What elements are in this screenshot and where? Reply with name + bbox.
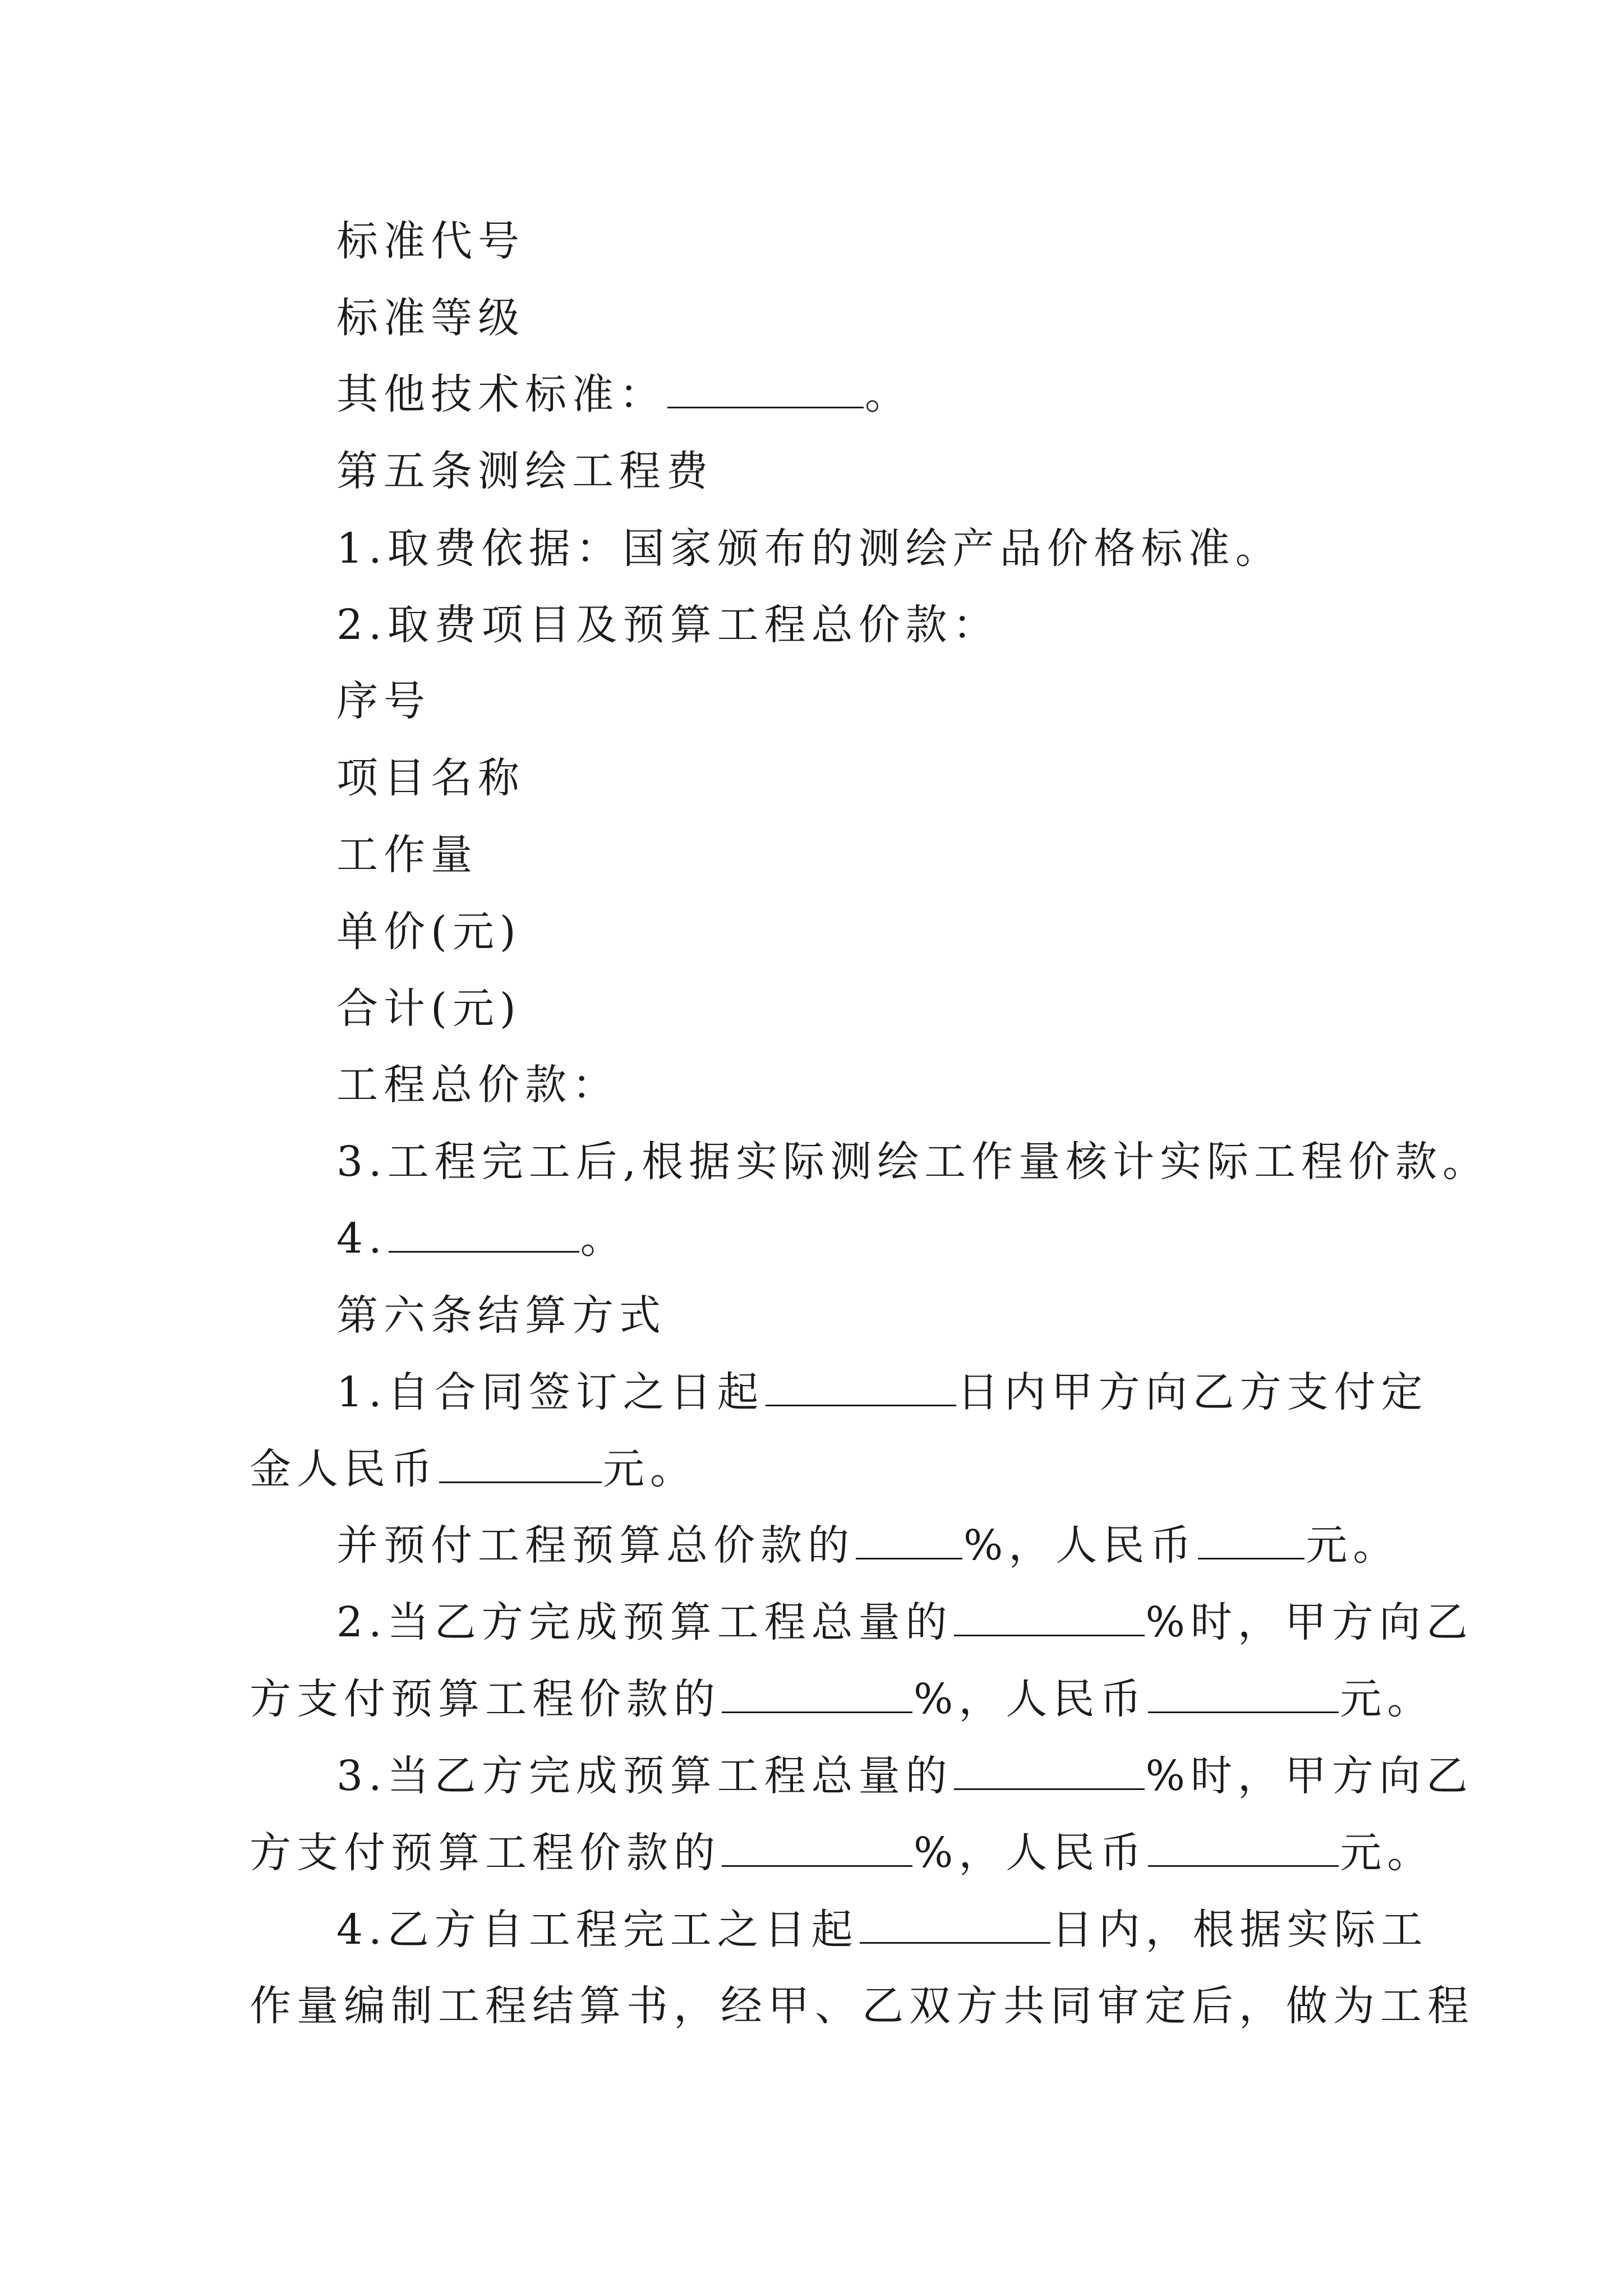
text-run: 方支付预算工程价款的 bbox=[250, 1829, 721, 1877]
text-run: %，人民币 bbox=[963, 1521, 1197, 1570]
standard-grade-line: 标准等级 bbox=[336, 294, 525, 342]
text-run: 元。 bbox=[1340, 1829, 1435, 1877]
fill-blank bbox=[1148, 1674, 1339, 1713]
column-workload: 工作量 bbox=[336, 831, 478, 879]
fill-blank bbox=[389, 1214, 579, 1253]
text-run: 2.当乙方完成预算工程总量的 bbox=[336, 1598, 953, 1646]
fill-blank bbox=[766, 1368, 956, 1406]
settlement-2-line-b bbox=[250, 1671, 1434, 1727]
fill-blank bbox=[439, 1444, 602, 1483]
settlement-3-line-a bbox=[336, 1748, 1473, 1804]
article-5-heading: 第五条测绘工程费 bbox=[336, 447, 713, 495]
item-3-line: 3.工程完工后,根据实际测绘工作量核计实际工程价款。 bbox=[336, 1138, 1490, 1186]
column-total: 合计(元) bbox=[336, 984, 522, 1033]
sentence-end: 。 bbox=[865, 370, 912, 418]
text-run: 日内，根据实际工 bbox=[1051, 1906, 1428, 1954]
text-run: 元。 bbox=[603, 1445, 697, 1493]
fill-blank bbox=[1198, 1521, 1304, 1559]
fill-blank bbox=[856, 1521, 962, 1559]
text-run: 并预付工程预算总价款的 bbox=[336, 1521, 855, 1570]
fill-blank bbox=[667, 370, 864, 408]
settlement-4-line-a bbox=[336, 1902, 1428, 1958]
text-run: 日内甲方向乙方支付定 bbox=[957, 1368, 1428, 1416]
article-6-heading: 第六条结算方式 bbox=[336, 1291, 666, 1340]
fill-blank bbox=[722, 1674, 912, 1713]
text-run: %时，甲方向乙 bbox=[1145, 1598, 1473, 1646]
column-item-name: 项目名称 bbox=[336, 754, 525, 802]
fill-blank bbox=[954, 1751, 1145, 1790]
settlement-2-line-a bbox=[336, 1594, 1473, 1650]
fill-blank bbox=[1148, 1828, 1339, 1867]
text-run: 方支付预算工程价款的 bbox=[250, 1675, 721, 1723]
text-run: 元。 bbox=[1340, 1675, 1435, 1723]
text-run: 3.当乙方完成预算工程总量的 bbox=[336, 1752, 953, 1800]
fee-basis-line: 1.取费依据：国家颁布的测绘产品价格标准。 bbox=[336, 524, 1283, 573]
fill-blank bbox=[860, 1905, 1050, 1944]
text-run: %，人民币 bbox=[914, 1675, 1147, 1723]
text-run: 4.乙方自工程完工之日起 bbox=[336, 1906, 859, 1954]
settlement-1-line-b bbox=[250, 1441, 697, 1497]
text-run: %，人民币 bbox=[914, 1829, 1147, 1877]
settlement-1-line-c bbox=[336, 1517, 1400, 1573]
other-standards-line bbox=[336, 366, 912, 422]
text-run: 元。 bbox=[1306, 1521, 1400, 1570]
text-run: 金人民币 bbox=[250, 1445, 438, 1493]
sentence-end: 。 bbox=[580, 1214, 628, 1263]
column-unit-price: 单价(元) bbox=[336, 908, 522, 956]
fill-blank bbox=[954, 1598, 1145, 1636]
text-run: %时，甲方向乙 bbox=[1145, 1752, 1473, 1800]
settlement-3-line-b bbox=[250, 1825, 1434, 1881]
item-4-number: 4. bbox=[336, 1214, 388, 1263]
fee-items-line: 2.取费项目及预算工程总价款： bbox=[336, 601, 1000, 649]
fill-blank bbox=[722, 1828, 912, 1867]
text-run: 1.自合同签订之日起 bbox=[336, 1368, 764, 1416]
column-serial-number: 序号 bbox=[336, 677, 431, 725]
standard-code-line: 标准代号 bbox=[336, 217, 525, 265]
total-price-line: 工程总价款： bbox=[336, 1061, 619, 1109]
other-standards-label: 其他技术标准： bbox=[336, 370, 666, 418]
settlement-4-line-b: 作量编制工程结算书，经甲、乙双方共同审定后，做为工程 bbox=[250, 1982, 1474, 2030]
item-4-line bbox=[336, 1211, 628, 1267]
settlement-1-line-a bbox=[336, 1364, 1428, 1420]
